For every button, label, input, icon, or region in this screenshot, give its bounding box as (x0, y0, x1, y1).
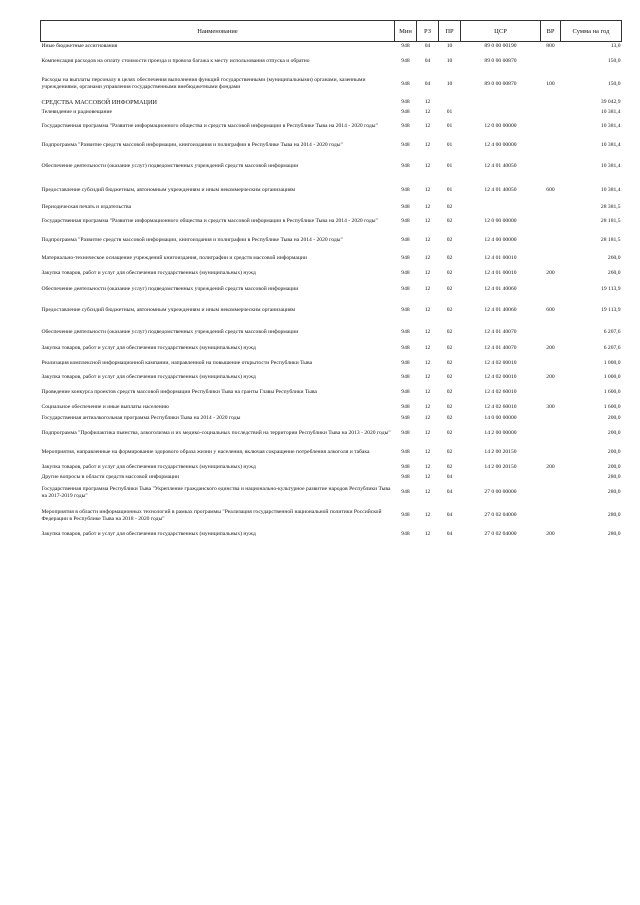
row-pr: 04 (446, 531, 453, 537)
row-name: Мероприятия, направленные на формирование здорового образа жизни у населения, включая сокращение потребления алкоголя и табака (41, 448, 370, 455)
row-min: 948 (401, 389, 410, 395)
row-pr: 04 (446, 489, 453, 495)
table-row (41, 231, 622, 250)
row-min: 948 (401, 374, 410, 380)
row-name: Предоставление субсидий бюджетным, автономным учреждениям и иным некоммерческим организациям (41, 187, 296, 193)
row-name: СРЕДСТВА МАССОВОЙ ИНФОРМАЦИИ (41, 99, 157, 106)
row-csr (461, 203, 541, 213)
table-row (41, 355, 622, 372)
row-csr: 12 4 01 40070 (484, 329, 517, 335)
row-pr: 02 (446, 204, 453, 210)
row-sum: 10 381,4 (600, 163, 621, 169)
row-sum: 19 113,9 (601, 285, 621, 292)
row-vr (541, 355, 561, 372)
row-name: Закупка товаров, работ и услуг для обеспечения государственных (муниципальных) нужд (41, 463, 256, 470)
table-row (41, 42, 622, 52)
row-pr: 02 (446, 463, 453, 470)
table-row (41, 343, 622, 355)
row-pr: 02 (446, 307, 453, 313)
row-vr: 200 (546, 270, 555, 276)
row-name: Расходы на выплаты персоналу в целях обеспечения выполнения функций государственными (муниципальными) органами, казенными учреждениями, органами управления государственными внебюджетными фондами (41, 77, 366, 90)
row-pr: 02 (446, 285, 453, 292)
budget-sheet (40, 20, 621, 541)
table-row (41, 384, 622, 402)
row-rz: 12 (424, 429, 431, 436)
row-name: Предоставление субсидий бюджетным, автономным учреждениям и иным некоммерческим организациям (41, 307, 296, 313)
table-row (41, 155, 622, 179)
row-csr: 27 0 02 04000 (484, 531, 517, 537)
row-vr: 800 (546, 43, 555, 50)
row-sum: 280,0 (607, 512, 621, 518)
row-csr: 12 4 00 00000 (484, 236, 517, 243)
row-pr: 02 (446, 236, 453, 243)
row-min: 948 (401, 474, 410, 480)
row-csr: 89 0 00 00190 (484, 43, 517, 50)
row-pr: 02 (446, 270, 453, 276)
row-min: 948 (401, 285, 410, 292)
row-rz: 12 (424, 489, 431, 495)
row-name: Государственная программа Республики Тыва "Укрепление гражданского единства и национально-культурное развитие народов Республики Тыва на 2017-2019 годы" (41, 485, 391, 499)
row-csr: 12 4 01 00010 (484, 255, 517, 261)
row-pr: 02 (446, 429, 453, 436)
row-rz: 12 (424, 512, 431, 518)
table-row (41, 118, 622, 136)
row-min: 948 (401, 57, 410, 64)
row-min: 948 (401, 43, 410, 50)
row-rz: 12 (424, 255, 431, 261)
row-vr (541, 280, 561, 299)
row-vr (541, 250, 561, 268)
row-pr: 02 (446, 374, 453, 380)
row-name: Реализация комплексной информационной кампании, направленной на повышение открытости Республики Тыва (41, 359, 313, 366)
table-row (41, 299, 622, 323)
row-csr: 27 0 02 04000 (484, 512, 517, 518)
table-row (41, 323, 622, 343)
row-rz: 04 (424, 43, 431, 50)
row-name: Обеспечение деятельности (оказание услуг) подведомственных учреждений средств массовой информации (41, 285, 299, 292)
row-csr: 14 2 00 20150 (484, 448, 517, 455)
row-sum: 19 113,9 (601, 307, 621, 313)
row-csr (461, 98, 541, 108)
table-row (41, 268, 622, 280)
row-name: Другие вопросы в области средств массовой информации (41, 474, 180, 480)
row-vr (541, 52, 561, 71)
table-row (41, 483, 622, 503)
row-name: Материально-техническое оснащение учреждений книгоиздания, полиграфии и средств массовой информации (41, 255, 307, 261)
row-pr: 10 (446, 80, 453, 87)
row-vr: 200 (546, 531, 555, 537)
row-rz: 12 (424, 359, 431, 366)
row-vr (541, 503, 561, 529)
row-vr (541, 384, 561, 402)
row-min: 948 (401, 255, 410, 261)
row-name: Государственная программа "Развитие информационного общества и средств массовой информации в Республике Тыва на 2014 - 2020 годы" (41, 123, 378, 129)
row-pr: 02 (446, 414, 453, 421)
row-csr: 89 0 00 00870 (484, 57, 517, 64)
row-rz: 12 (424, 329, 431, 335)
row-sum: 200,0 (607, 429, 621, 436)
row-rz: 12 (424, 448, 431, 455)
row-vr (541, 136, 561, 155)
table-row (41, 52, 622, 71)
row-csr: 14 2 00 20150 (484, 463, 517, 470)
table-row (41, 213, 622, 231)
header-csr: ЦСР (461, 21, 541, 42)
row-pr: 01 (446, 187, 453, 193)
row-min: 948 (401, 531, 410, 537)
row-rz: 12 (424, 204, 431, 210)
row-csr (461, 108, 541, 118)
row-vr (541, 443, 561, 462)
row-vr (541, 213, 561, 231)
row-sum: 200,0 (607, 463, 621, 470)
row-pr: 02 (446, 218, 453, 224)
row-vr (541, 424, 561, 443)
row-csr: 12 4 01 40060 (484, 285, 517, 292)
row-min: 948 (401, 429, 410, 436)
budget-table (40, 20, 622, 541)
row-name: Социальное обеспечение и иные выплаты населению (41, 403, 169, 410)
row-csr: 12 4 01 40050 (484, 187, 517, 193)
row-vr: 100 (546, 80, 555, 87)
row-pr: 04 (446, 512, 453, 518)
table-row (41, 402, 622, 413)
row-vr (541, 203, 561, 213)
row-sum: 10 381,4 (600, 141, 621, 148)
row-sum: 6 207,6 (603, 345, 621, 351)
table-body (41, 42, 622, 541)
table-row (41, 203, 622, 213)
row-name: Закупка товаров, работ и услуг для обеспечения государственных (муниципальных) нужд (41, 345, 256, 351)
row-name: Телевидение и радиовещание (41, 109, 112, 115)
row-pr (439, 98, 461, 108)
row-sum: 1 600,0 (603, 389, 621, 395)
row-vr (541, 231, 561, 250)
row-min: 948 (401, 123, 410, 129)
row-csr: 12 0 00 00000 (484, 123, 517, 129)
row-name: Иные бюджетные ассигнования (41, 43, 118, 50)
table-row (41, 280, 622, 299)
row-min: 948 (401, 109, 410, 115)
row-pr: 02 (446, 403, 453, 410)
row-rz: 12 (424, 123, 431, 129)
row-min: 948 (401, 187, 410, 193)
row-sum: 28 381,5 (600, 204, 621, 210)
row-rz: 12 (424, 141, 431, 148)
row-min: 948 (401, 512, 410, 518)
row-rz: 12 (424, 403, 431, 410)
row-sum: 1 000,0 (603, 374, 621, 380)
row-pr: 02 (446, 345, 453, 351)
row-min: 948 (401, 414, 410, 421)
row-sum: 150,0 (607, 57, 621, 64)
row-rz: 04 (424, 80, 431, 87)
row-name: Государственная антиалкогольная программа Республики Тыва на 2014 - 2020 годы (41, 414, 241, 421)
row-rz: 12 (424, 307, 431, 313)
row-rz: 12 (424, 187, 431, 193)
row-sum: 39 042,9 (600, 99, 621, 105)
row-name: Подпрограмма "Развитие средств массовой информации, книгоиздания и полиграфии в Республике Тыва на 2014 - 2020 годы" (41, 236, 343, 243)
row-rz: 12 (424, 218, 431, 224)
row-min: 948 (401, 218, 410, 224)
row-vr (541, 108, 561, 118)
row-min: 948 (401, 80, 410, 87)
row-pr: 10 (446, 57, 453, 64)
row-pr: 02 (446, 329, 453, 335)
row-sum: 200,0 (607, 414, 621, 421)
row-pr: 01 (446, 123, 453, 129)
header-min: Мин (395, 21, 417, 42)
row-csr (461, 473, 541, 483)
row-csr: 12 4 01 40070 (484, 345, 517, 351)
row-vr: 600 (546, 307, 555, 313)
row-sum: 280,0 (607, 489, 621, 495)
row-rz: 12 (424, 285, 431, 292)
row-sum: 150,0 (607, 80, 621, 87)
table-row (41, 108, 622, 118)
table-row (41, 424, 622, 443)
row-pr: 02 (446, 448, 453, 455)
row-min: 948 (401, 359, 410, 366)
row-rz: 12 (424, 374, 431, 380)
row-rz: 12 (424, 531, 431, 537)
row-min: 948 (401, 403, 410, 410)
row-pr: 02 (446, 255, 453, 261)
row-vr: 200 (546, 345, 555, 351)
table-row (41, 473, 622, 483)
row-vr: 200 (546, 374, 555, 380)
row-csr: 12 4 02 00010 (484, 374, 517, 380)
row-pr: 04 (446, 474, 453, 480)
row-pr: 01 (446, 163, 453, 169)
table-row (41, 98, 622, 108)
table-row (41, 179, 622, 203)
header-rz: РЗ (417, 21, 439, 42)
header-sum: Сумма на год (561, 21, 622, 42)
row-vr (541, 483, 561, 503)
row-pr: 01 (446, 141, 453, 148)
row-rz: 12 (424, 109, 431, 115)
row-name: Закупка товаров, работ и услуг для обеспечения государственных (муниципальных) нужд (41, 374, 256, 380)
row-sum: 10 381,4 (600, 123, 621, 129)
row-name: Государственная программа "Развитие информационного общества и средств массовой информации в Республике Тыва на 2014 - 2020 годы" (41, 218, 378, 224)
row-vr: 300 (546, 403, 555, 410)
row-min: 948 (401, 99, 410, 105)
row-min: 948 (401, 489, 410, 495)
row-csr: 89 0 00 00870 (484, 80, 517, 87)
row-rz: 12 (424, 270, 431, 276)
table-row (41, 136, 622, 155)
row-min: 948 (401, 345, 410, 351)
row-sum: 6 207,6 (603, 329, 621, 335)
row-sum: 1 000,0 (603, 359, 621, 366)
table-row (41, 250, 622, 268)
row-pr: 10 (446, 43, 453, 50)
row-min: 948 (401, 163, 410, 169)
row-name: Компенсация расходов на оплату стоимости проезда и провоза багажа к месту использования отпуска и обратно (41, 57, 310, 64)
row-pr: 01 (446, 109, 453, 115)
row-min: 948 (401, 329, 410, 335)
row-min: 948 (401, 141, 410, 148)
table-row (41, 71, 622, 98)
row-min: 948 (401, 204, 410, 210)
table-row (41, 503, 622, 529)
row-csr: 12 4 00 00000 (484, 141, 517, 148)
row-rz: 12 (424, 414, 431, 421)
row-name: Подпрограмма "Развитие средств массовой информации, книгоиздания и полиграфии в Республике Тыва на 2014 - 2020 годы" (41, 141, 343, 148)
row-rz: 12 (424, 474, 431, 480)
row-csr: 27 0 00 00000 (484, 489, 517, 495)
row-pr: 02 (446, 359, 453, 366)
table-row (41, 413, 622, 424)
row-csr: 12 4 01 40050 (484, 163, 517, 169)
row-rz: 12 (424, 99, 431, 105)
row-name: Мероприятия в области информационных технологий в рамках программы "Реализация государственной национальной политики Российской Федерации в Республике Тыва на 2018 - 2020 годы" (41, 508, 382, 522)
header-vr: ВР (541, 21, 561, 42)
row-csr: 14 0 00 00000 (484, 414, 517, 421)
table-row (41, 462, 622, 473)
row-min: 948 (401, 448, 410, 455)
row-sum: 10 381,4 (600, 109, 621, 115)
row-csr: 12 4 02 00010 (484, 359, 517, 366)
row-rz: 12 (424, 463, 431, 470)
row-sum: 28 181,5 (600, 218, 621, 224)
table-row (41, 529, 622, 541)
row-name: Закупка товаров, работ и услуг для обеспечения государственных (муниципальных) нужд (41, 270, 256, 276)
row-sum: 280,0 (607, 531, 621, 537)
table-row (41, 443, 622, 462)
row-pr: 02 (446, 389, 453, 395)
row-csr: 12 4 02 60010 (484, 403, 517, 410)
row-name: Закупка товаров, работ и услуг для обеспечения государственных (муниципальных) нужд (41, 531, 256, 537)
row-sum: 200,0 (607, 448, 621, 455)
row-sum: 10 381,4 (600, 187, 621, 193)
row-min: 948 (401, 270, 410, 276)
row-rz: 04 (424, 57, 431, 64)
row-csr: 12 4 01 00010 (484, 270, 517, 276)
row-vr (541, 413, 561, 424)
table-row (41, 372, 622, 384)
row-rz: 12 (424, 389, 431, 395)
header-pr: ПР (439, 21, 461, 42)
row-vr: 200 (546, 463, 555, 470)
row-min: 948 (401, 463, 410, 470)
row-sum: 1 600,0 (603, 403, 621, 410)
row-vr (541, 155, 561, 179)
row-name: Подпрограмма "Профилактика пьянства, алкоголизма и их медико-социальных последствий на территории Республики Тыва на 2013 - 2020 годы" (41, 429, 391, 436)
row-name: Проведение конкурса проектов средств массовой информации Республики Тыва на гранты Главы Республики Тыва (41, 389, 317, 395)
row-csr: 12 4 02 60010 (484, 389, 517, 395)
row-rz: 12 (424, 345, 431, 351)
row-min: 948 (401, 307, 410, 313)
row-csr: 12 4 01 40060 (484, 307, 517, 313)
header-name: Наименование (41, 21, 395, 42)
row-csr: 12 0 00 00000 (484, 218, 517, 224)
row-vr: 600 (546, 187, 555, 193)
row-name: Обеспечение деятельности (оказание услуг) подведомственных учреждений средств массовой информации (41, 329, 299, 335)
table-header-row (41, 21, 622, 42)
row-rz: 12 (424, 236, 431, 243)
row-name: Периодическая печать и издательства (41, 204, 132, 210)
row-csr: 14 2 00 00000 (484, 429, 517, 436)
row-sum: 260,0 (607, 270, 621, 276)
row-vr (541, 118, 561, 136)
row-min: 948 (401, 236, 410, 243)
row-vr (541, 98, 561, 108)
row-rz: 12 (424, 163, 431, 169)
row-name: Обеспечение деятельности (оказание услуг) подведомственных учреждений средств массовой информации (41, 163, 299, 169)
row-sum: 13,0 (610, 43, 621, 50)
row-vr (541, 473, 561, 483)
row-vr (541, 323, 561, 343)
row-sum: 260,0 (607, 255, 621, 261)
row-sum: 280,0 (607, 474, 621, 480)
row-sum: 28 181,5 (600, 236, 621, 243)
